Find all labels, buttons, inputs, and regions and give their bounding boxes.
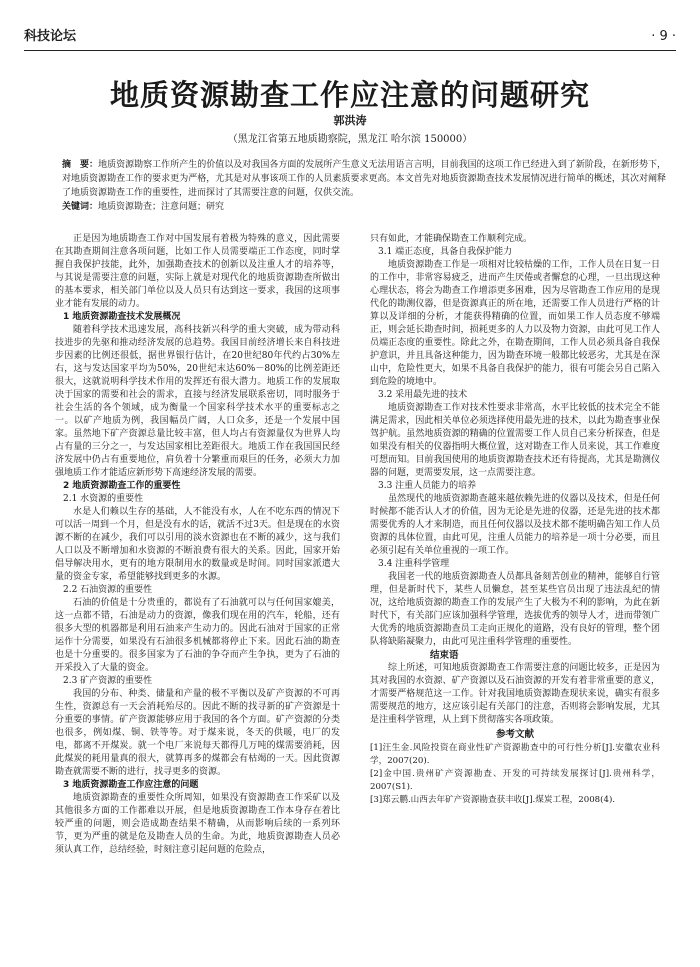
subsection-heading: 3.3 注重人员能力的培养	[378, 481, 477, 491]
keywords-label: 关键词：	[62, 202, 99, 212]
body-paragraph: 虽然现代的地质资源勘查越来越依赖先进的仪器以及技术，但是任何时候都不能否认人才的价值，因为无论是先进的仪器，还是先进的技术都需要优秀的人才来制造，而且任何仪器以及技术都不能明确告知工作人员资源的具体位置，由此可见，注重人员能力的培养是一项十分必要，而且必须引起有关单位重视的一项工作。	[370, 494, 660, 556]
section-heading: 2 地质资源勘查工作的重要性	[63, 481, 181, 491]
reference-entry: [3]郑云鹏.山西去年矿产资源勘查获丰收[J].煤炭工程，2008(4).	[370, 795, 616, 805]
running-header	[24, 22, 676, 44]
subsection-heading: 3.1 端正态度，具备自我保护能力	[378, 247, 513, 257]
references-heading: 参考文献	[495, 729, 534, 740]
reference-entry: [2]金中国.贵州矿产资源勘查、开发的可持续发展探讨[J].贵州科学，2007(S1).	[370, 769, 660, 792]
page-number: · 9 ·	[651, 29, 676, 44]
subsection-heading: 2.3 矿产资源的重要性	[63, 676, 153, 686]
abstract-block	[34, 158, 666, 214]
body-column-left	[55, 233, 340, 948]
author-affiliation: （黑龙江省第五地质勘察院，黑龙江 哈尔滨 150000）	[227, 134, 473, 145]
body-paragraph: 地质资源勘查工作是一项相对比较枯燥的工作，工作人员在日复一日的工作中，非常容易疲乏，进而产生厌倦或者懈怠的心理，一旦出现这种心理状态，将会为勘查工作增添更多困难，因为尽管勘查工作应用的是现代化的勘测仪器，但是资源真正的所在地，还需要工作人员进行严格的计算以及详细的分析，才能获得精确的位置，而如果工作人员态度不够端正，则会延长勘查时间，损耗更多的人力以及物力资源，由此可见工作人员端正态度的重要性。除此之外，在勘查期间，工作人员必须具备自我保护意识，并且具备这种能力，因为勘查环境一般都比较恶劣，尤其是在深山中，危险性更大，如果不具备自我保护的能力，很有可能会另自己陷入到危险的境地中。	[370, 260, 660, 387]
reference-entry: [1]汪生金.风险投资在商业性矿产资源勘查中的可行性分析[J].安徽农业科学，2007(20).	[370, 743, 660, 766]
article-title: 地质资源勘查工作应注意的问题研究	[109, 78, 590, 112]
conclusion-heading: 结束语	[430, 650, 459, 661]
body-paragraph: 水是人们赖以生存的基础，人不能没有水，人在不吃东西的情况下可以活一周到一个月，但是没有水的话，就活不过3天。但是现在的水资源不断的在减少，我们可以引用的淡水资源也在不断的减少，这与我们人口以及不断增加和水资源的不断浪费有很大的关系。因此，国家开始倡导解决用水，更有的地方限制用水的数量或是时间。同时国家派遣大量的资金专家，希望能够找到更多的水源。	[55, 507, 340, 582]
body-paragraph: 正是因为地质勘查工作对中国发展有着极为特殊的意义，因此需要在其勘查期间注意各项问题，比如工作人员需要端正工作态度，同时掌握自我保护技能，此外，加强勘查技术的创新以及注重人才的培养等，与其说是需要注意的问题，实际上就是对现代化的地质资源勘查所做出的基本要求，相关部门单位以及人员只有达到这一要求，我国的这项事业才能有发展的动力。	[55, 234, 340, 309]
keywords-text: 地质资源勘查；注意问题；研究	[98, 202, 225, 212]
body-paragraph: 地质资源勘查的重要性众所周知，如果没有资源勘查工作采矿以及其他很多方面的工作都难以开展，但是地质资源勘查工作本身存在着比较严重的问题，则会造成勘查结果不精确，从而影响后续的一系列环节，更为严重的就是危及勘查人员的生命。为此，地质资源勘查人员必须认真工作，总结经验，时刻注意引起问题的危险点，	[55, 793, 340, 855]
article-author: 郭洪涛	[333, 114, 367, 127]
abstract-text: 地质资源勘察工作所产生的价值以及对我国各方面的发展所产生意义无法用语言言明，目前我国的这项工作已经进入到了新阶段，在新形势下，对地质资源勘查工作的要求更为严格，尤其是对从事该项工作的人员素质要求更高。本文首先对地质资源勘查技术发展情况进行简单的概述，其次对阐释了地质资源勘查工作的重要性，进而探讨了其需要注意的问题，仅供交流。	[62, 160, 666, 198]
body-paragraph: 我国的分布、种类、储量和产量的极不平衡以及矿产资源的不可再生性，资源总有一天会消耗殆尽的。因此不断的找寻新的矿产资源是十分重要的事情。矿产资源能够应用于我国的各个方面。矿产资源的分类也很多，例如煤、铜、铁等等。对于煤来说，冬天的供暖，电厂的发电，都离不开煤炭。就一个电厂来说每天都得几万吨的煤需要消耗，因此煤炭的耗用量真的很大，就算再多的煤都会有枯竭的一天。因此资源勘查就需要不断的进行，找寻更多的资源。	[55, 689, 340, 777]
body-paragraph: 只有如此，才能确保勘查工作顺利完成。	[370, 234, 533, 244]
section-heading: 1 地质资源勘查技术发展概况	[63, 312, 181, 322]
subsection-heading: 2.2 石油资源的重要性	[63, 585, 153, 595]
section-heading: 3 地质资源勘查工作应注意的问题	[63, 780, 199, 790]
body-paragraph: 石油的价值是十分贵重的，都说有了石油就可以与任何国家媲美，这一点都不错，石油是动力的资源，像我们现在用的汽车，轮船，还有很多大型的机器都是利用石油来产生动力的。因此石油对于国家的正常运作十分需要，如果没有石油很多机械都将停止下来。因此石油的勘查也是十分重要的。很多国家为了石油的争夺而产生争执，更为了石油的开采投入了大量的资金。	[55, 598, 340, 673]
body-paragraph: 随着科学技术迅速发展，高科技新兴科学的重大突破，成为带动科技进步的先驱和推动经济发展的总趋势。我国目前经济增长来自科技进步因素的比例还很低，据世界银行估计，在20世纪80年代约占30%左右，这与发达国家平均为50%，20世纪末达60%－80%的比例差距还很大，这就说明科学技术作用的发挥还有很大潜力。地质工作的发展取决于国家的需要和社会的需求，直接与经济发展联系密切，同时服务于社会生活的各个领域，成为衡量一个国家科学技术水平的重要标志之一。以矿产地质为例，我国幅员广阔，人口众多，还是一个发展中国家。虽然地下矿产资源总量比较丰富，但人均占有资源量仅为世界人均占有量的三分之一，与发达国家相比差距很大。地质工作在我国国民经济发展中仍占有重要地位，肩负着十分繁重而艰巨的任务，必须大力加强地质工作才能适应新形势下高速经济发展的需要。	[55, 325, 340, 478]
body-paragraph: 我国老一代的地质资源勘查人员都具备刻苦创业的精神，能够自行管理，但是新时代下，某些人员懒怠，甚至某些官员出现了违法乱纪的情况，这给地质资源的勘查工作的发展产生了大极为不利的影响，为此在新时代下，有关部门应该加强科学管理，选拔优秀的领导人才，进而带领广大优秀的地质资源勘查员工走向正规化的道路，没有良好的管理，整个团队将缺陷凝聚力，由此可见注重科学管理的重要性。	[370, 572, 660, 647]
body-column-right	[370, 233, 660, 948]
subsection-heading: 3.2 采用最先进的技术	[378, 390, 468, 400]
keywords-line	[34, 200, 666, 214]
header-rule	[24, 50, 676, 51]
abstract-paragraph	[34, 158, 666, 200]
abstract-label: 摘 要：	[62, 160, 99, 170]
body-paragraph: 综上所述，可知地质资源勘查工作需要注意的问题比较多，正是因为其对我国的水资源、矿产资源以及石油资源的开发有着非常重要的意义，才需要严格规范这一工作。针对我国地质资源勘查现状来说，确实有很多需要规范的地方，这应该引起有关部门的注意，否则将会影响发展，尤其是注重科学管理，从上到下贯彻落实各项政策。	[370, 663, 660, 725]
subsection-heading: 3.4 注重科学管理	[378, 559, 450, 569]
journal-name: 科技论坛	[24, 29, 77, 44]
subsection-heading: 2.1 水资源的重要性	[63, 494, 144, 504]
body-paragraph: 地质资源勘查工作对技术性要求非常高，水平比较低的技术完全不能满足需求，因此相关单位必须选择使用最先进的技术，以此为勘查事业保驾护航。虽然地质资源的精确的位置需要工作人员自己来分析探查，但是如果没有相关的仪器指明大概位置，这对勘查工作人员来说，其工作难度可想而知。目前我国使用的地质资源勘查技术还有待提高，尤其是勘测仪器的问题，更需要发展，这一点需要注意。	[370, 403, 660, 478]
